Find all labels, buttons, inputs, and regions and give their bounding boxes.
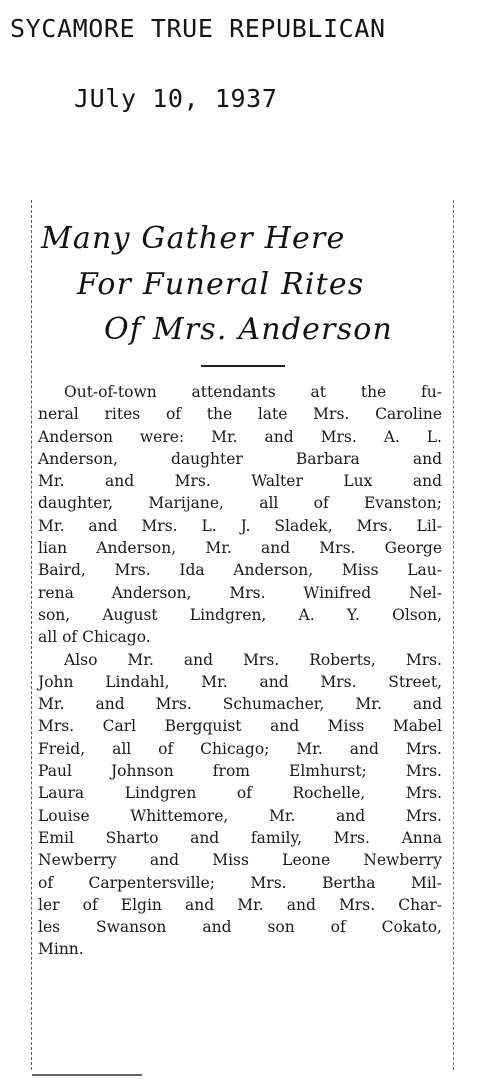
article-line: son, August Lindgren, A. Y. Olson, <box>38 605 442 624</box>
article-line: Laura Lindgren of Rochelle, Mrs. <box>38 784 442 803</box>
article-line: Minn. <box>38 940 84 959</box>
article-line: Baird, Mrs. Ida Anderson, Miss Lau- <box>38 561 442 580</box>
article-line: John Lindahl, Mr. and Mrs. Street, <box>38 672 442 691</box>
article-line: daughter, Marijane, all of Evanston; <box>38 494 442 513</box>
article-line: ler of Elgin and Mr. and Mrs. Char- <box>38 895 442 914</box>
article-line: Also Mr. and Mrs. Roberts, Mrs. <box>64 650 442 669</box>
article-line: Louise Whittemore, Mr. and Mrs. <box>38 806 442 825</box>
article-line: les Swanson and son of Cokato, <box>38 918 442 937</box>
publication-name: SYCAMORE TRUE REPUBLICAN <box>10 14 386 43</box>
article-line: Newberry and Miss Leone Newberry <box>38 851 442 870</box>
article-line: Mr. and Mrs. L. J. Sladek, Mrs. Lil- <box>38 516 442 535</box>
paragraph-1 <box>38 381 442 649</box>
paragraph-2 <box>38 649 442 961</box>
column-rule-bottom <box>32 1074 142 1076</box>
article-line: Anderson were: Mr. and Mrs. A. L. <box>38 427 442 446</box>
column-rule-left <box>31 200 32 1070</box>
article-line: rena Anderson, Mrs. Winifred Nel- <box>38 583 442 602</box>
headline-line-1: Many Gather Here <box>41 221 346 256</box>
article-line: Emil Sharto and family, Mrs. Anna <box>38 828 442 847</box>
article-line: Mrs. Carl Bergquist and Miss Mabel <box>38 717 442 736</box>
article-line: Mr. and Mrs. Schumacher, Mr. and <box>38 695 442 714</box>
article-line: neral rites of the late Mrs. Caroline <box>38 405 442 424</box>
headline-divider <box>201 365 285 367</box>
publication-date: JUly 10, 1937 <box>74 84 278 113</box>
article-line: of Carpentersville; Mrs. Bertha Mil- <box>38 873 442 892</box>
article-line: Freid, all of Chicago; Mr. and Mrs. <box>38 739 442 758</box>
article-line: lian Anderson, Mr. and Mrs. George <box>38 539 442 558</box>
headline-line-3: Of Mrs. Anderson <box>104 312 394 347</box>
article-body <box>38 381 442 961</box>
headline-line-2: For Funeral Rites <box>77 267 365 302</box>
article-line: Out-of-town attendants at the fu- <box>64 383 442 401</box>
article-line: Anderson, daughter Barbara and <box>38 449 442 468</box>
article-line: Paul Johnson from Elmhurst; Mrs. <box>38 762 442 781</box>
article-line: Mr. and Mrs. Walter Lux and <box>38 472 442 491</box>
article-line: all of Chicago. <box>38 628 151 647</box>
